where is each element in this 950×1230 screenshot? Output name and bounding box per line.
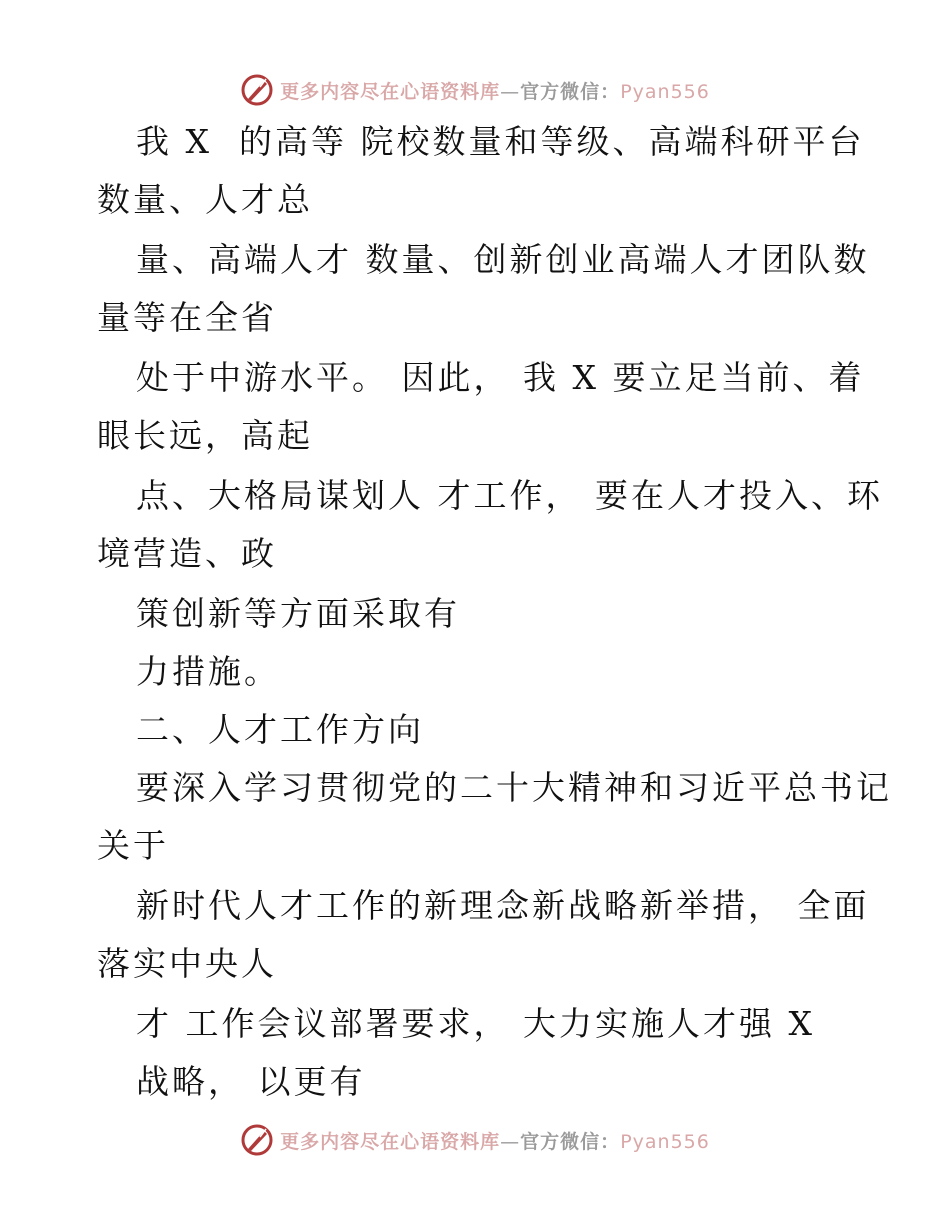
body-line: 数量、人才总 — [97, 180, 313, 219]
body-line: 才 工作会议部署要求， 大力实施人才强 X — [136, 1004, 815, 1043]
body-line: 量等在全省 — [97, 298, 277, 337]
footer-separator: — — [500, 1130, 521, 1153]
body-line: 境营造、政 — [97, 534, 277, 573]
feather-pen-logo-icon — [240, 1123, 274, 1157]
footer-wechat-label: 官方微信： — [520, 1130, 621, 1153]
body-line: 落实中央人 — [97, 944, 277, 983]
header-brand-text: 更多内容尽在心语资料库 — [280, 80, 501, 103]
header-wechat-label: 官方微信： — [520, 80, 621, 103]
footer-brand-text: 更多内容尽在心语资料库 — [280, 1130, 501, 1153]
feather-pen-logo-icon — [240, 73, 274, 107]
footer-wechat-id: Pyan556 — [620, 1130, 710, 1153]
section-heading: 二、人才工作方向 — [136, 710, 424, 749]
header-banner — [0, 70, 950, 110]
body-line: 处于中游水平。 因此， 我 X 要立足当前、着 — [136, 358, 865, 397]
body-line: 我 X 的高等 院校数量和等级、高端科研平台 — [136, 122, 865, 161]
footer-banner — [0, 1120, 950, 1160]
header-separator: — — [500, 80, 521, 103]
header-banner-text — [280, 77, 710, 104]
body-line: 点、大格局谋划人 才工作， 要在人才投入、环 — [136, 476, 883, 515]
body-line: 战略， 以更有 — [136, 1062, 366, 1101]
body-line: 眼长远，高起 — [97, 416, 313, 455]
body-line: 策创新等方面采取有 — [136, 594, 460, 633]
body-line: 新时代人才工作的新理念新战略新举措， 全面 — [136, 886, 870, 925]
header-wechat-id: Pyan556 — [620, 80, 710, 103]
body-line: 关于 — [97, 826, 169, 865]
body-line: 力措施。 — [136, 652, 280, 691]
footer-banner-text — [280, 1127, 710, 1154]
body-line: 量、高端人才 数量、创新创业高端人才团队数 — [136, 240, 870, 279]
body-line: 要深入学习贯彻党的二十大精神和习近平总书记 — [136, 768, 892, 807]
